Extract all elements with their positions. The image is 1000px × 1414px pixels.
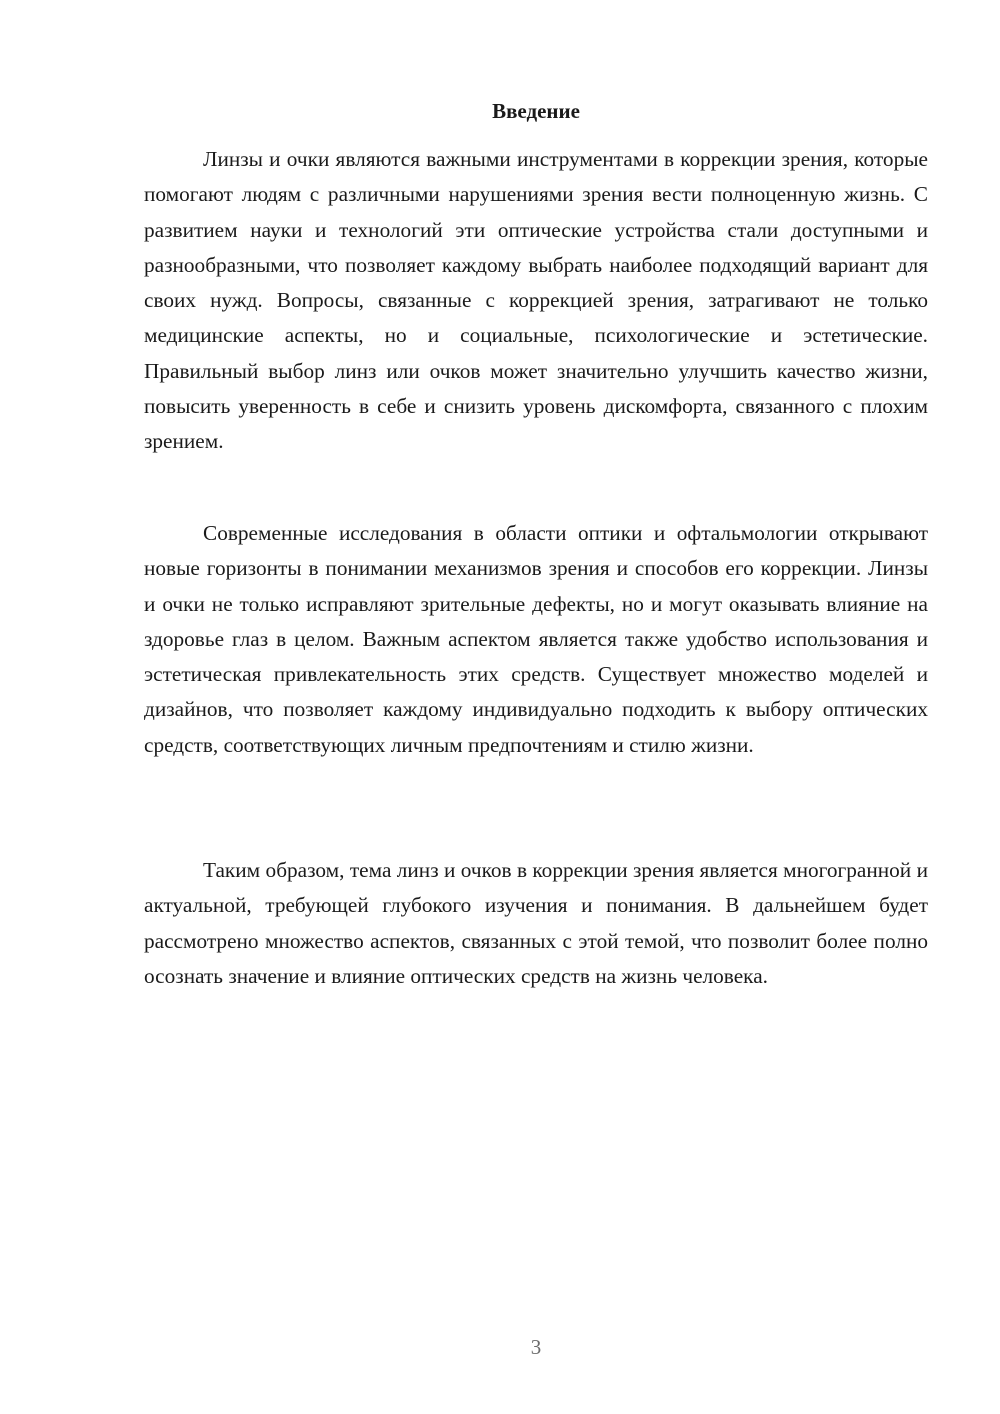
paragraph: Таким образом, тема линз и очков в коррекции зрения является многогранной и актуальной, требующей глубокого изучения и понимания. В дальнейшем будет рассмотрено множество аспектов, связанных с этой темой, что позволит более полно осознать значение и влияние оптических средств на жизнь человека. xyxy=(144,858,928,988)
paragraph-block-3 xyxy=(144,853,928,994)
paragraph: Современные исследования в области оптики и офтальмологии открывают новые горизонты в понимании механизмов зрения и способов его коррекции. Линзы и очки не только исправляют зрительные дефекты, но и могут оказывать влияние на здоровье глаз в целом. Важным аспектом является также удобство использования и эстетическая привлекательность этих средств. Существует множество моделей и дизайнов, что позволяет каждому индивидуально подходить к выбору оптических средств, соответствующих личным предпочтениям и стилю жизни. xyxy=(144,521,928,757)
paragraph-block-2 xyxy=(144,516,928,763)
section-title: Введение xyxy=(492,99,580,123)
page-number: 3 xyxy=(530,1335,542,1359)
paragraph: Линзы и очки являются важными инструментами в коррекции зрения, которые помогают людям с различными нарушениями зрения вести полноценную жизнь. С развитием науки и технологий эти оптические устройства стали доступными и разнообразными, что позволяет каждому выбрать наиболее подходящий вариант для своих нужд. Вопросы, связанные с коррекцией зрения, затрагивают не только медицинские аспекты, но и социальные, психологические и эстетические. Правильный выбор линз или очков может значительно улучшить качество жизни, повысить уверенность в себе и снизить уровень дискомфорта, связанного с плохим зрением. xyxy=(144,147,928,454)
paragraph-block-1 xyxy=(144,142,928,460)
